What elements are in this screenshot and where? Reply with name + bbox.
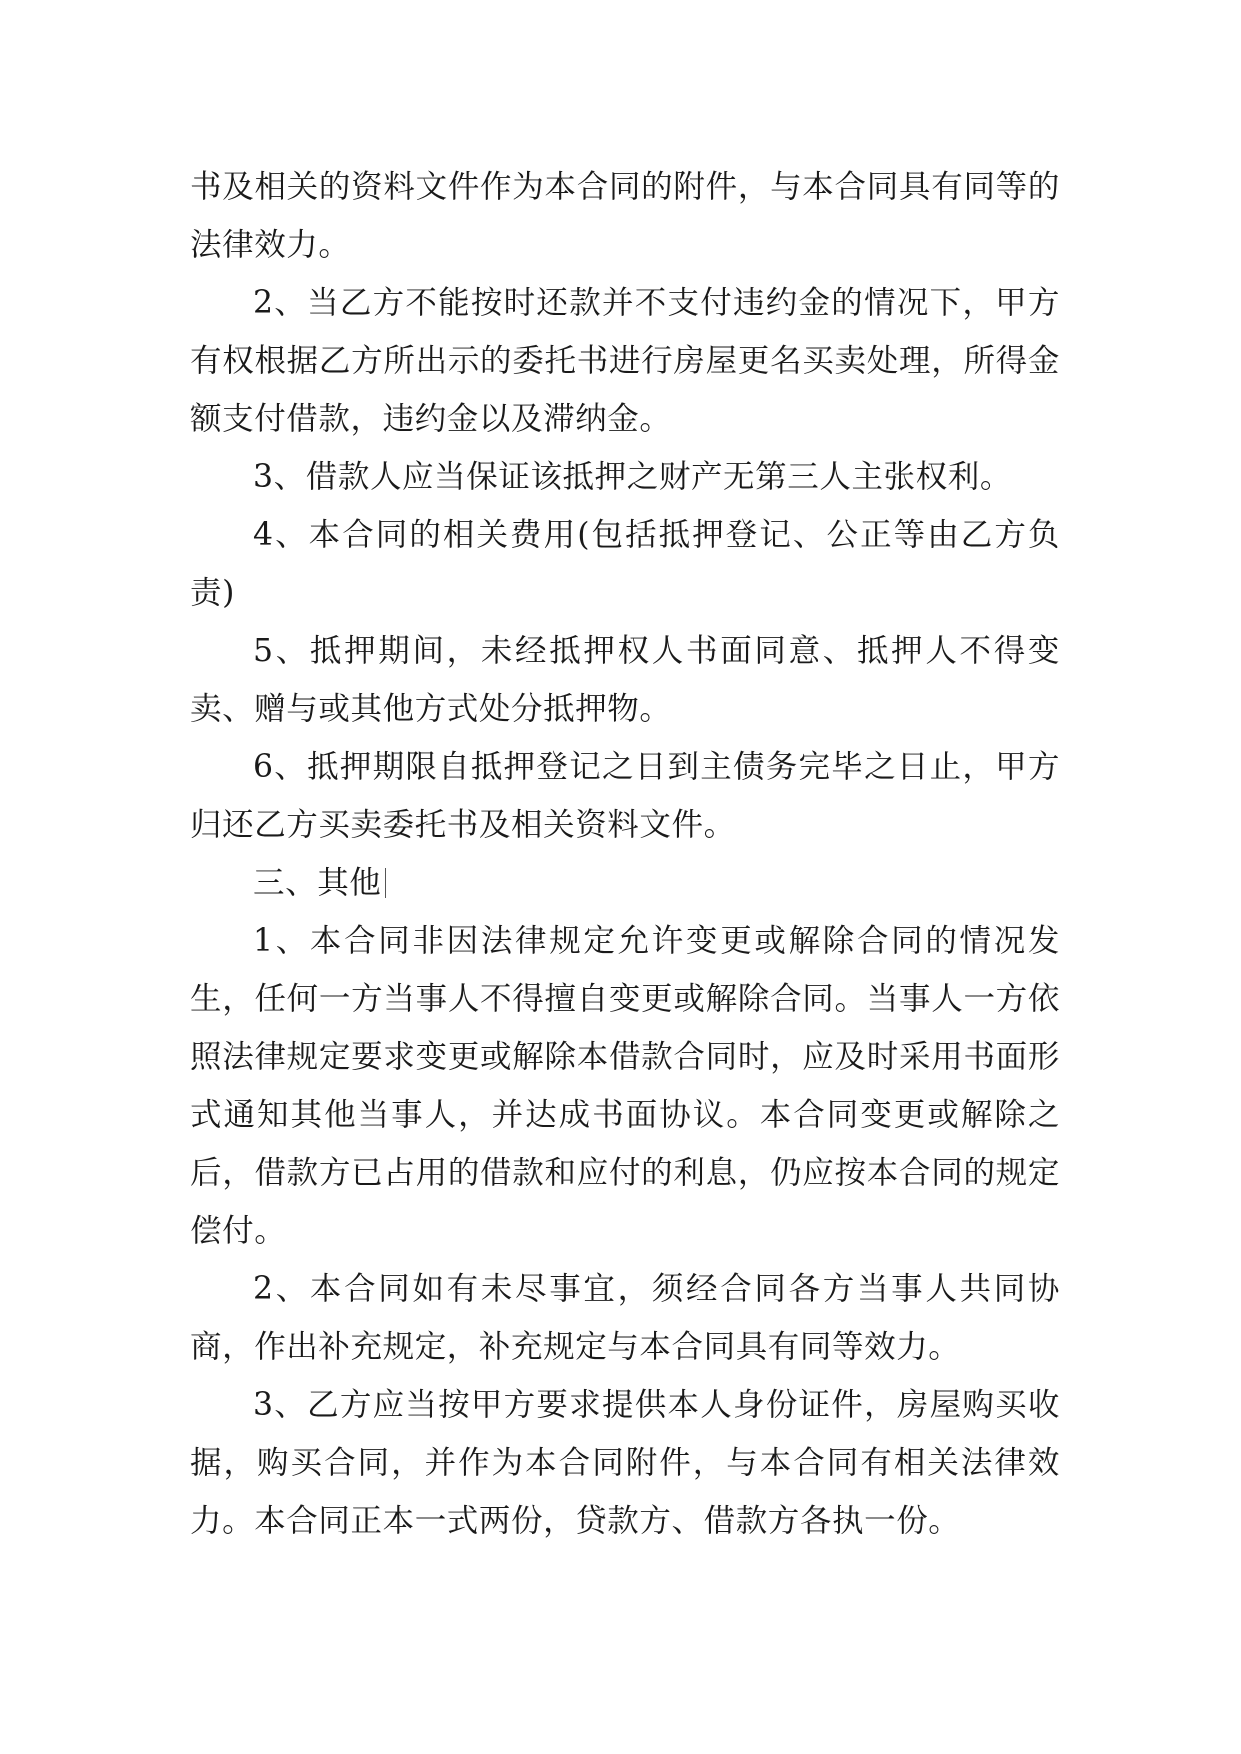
paragraph-clause-2-repayment-default: 2、当乙方不能按时还款并不支付违约金的情况下，甲方有权根据乙方所出示的委托书进行房屋更名买卖处理，所得金额支付借款，违约金以及滞纳金。 bbox=[190, 285, 1060, 437]
paragraph-clause-5-mortgage-period: 5、抵押期间，未经抵押权人书面同意、抵押人不得变卖、赠与或其他方式处分抵押物。 bbox=[190, 633, 1060, 727]
document-body bbox=[190, 158, 1060, 1550]
paragraph-clause-6-mortgage-term: 6、抵押期限自抵押登记之日到主债务完毕之日止，甲方归还乙方买卖委托书及相关资料文件。 bbox=[190, 749, 1060, 843]
text-cursor bbox=[385, 868, 386, 898]
section-heading-other bbox=[190, 854, 1060, 912]
paragraph-other-3-documents: 3、乙方应当按甲方要求提供本人身份证件，房屋购买收据，购买合同，并作为本合同附件，与本合同有相关法律效力。本合同正本一式两份，贷款方、借款方各执一份。 bbox=[190, 1387, 1060, 1539]
paragraph-continuation: 书及相关的资料文件作为本合同的附件，与本合同具有同等的法律效力。 bbox=[190, 169, 1060, 263]
paragraph-other-1-modification: 1、本合同非因法律规定允许变更或解除合同的情况发生，任何一方当事人不得擅自变更或解除合同。当事人一方依照法律规定要求变更或解除本借款合同时，应及时采用书面形式通知其他当事人，并达成书面协议。本合同变更或解除之后，借款方已占用的借款和应付的利息，仍应按本合同的规定偿付。 bbox=[190, 923, 1060, 1249]
paragraph-clause-4-fees: 4、本合同的相关费用(包括抵押登记、公正等由乙方负责) bbox=[190, 517, 1060, 611]
section-heading-other-text: 三、其他 bbox=[253, 865, 382, 901]
paragraph-clause-3-no-third-party: 3、借款人应当保证该抵押之财产无第三人主张权利。 bbox=[253, 459, 1012, 495]
paragraph-other-2-supplement: 2、本合同如有未尽事宜，须经合同各方当事人共同协商，作出补充规定，补充规定与本合同具有同等效力。 bbox=[190, 1271, 1060, 1365]
